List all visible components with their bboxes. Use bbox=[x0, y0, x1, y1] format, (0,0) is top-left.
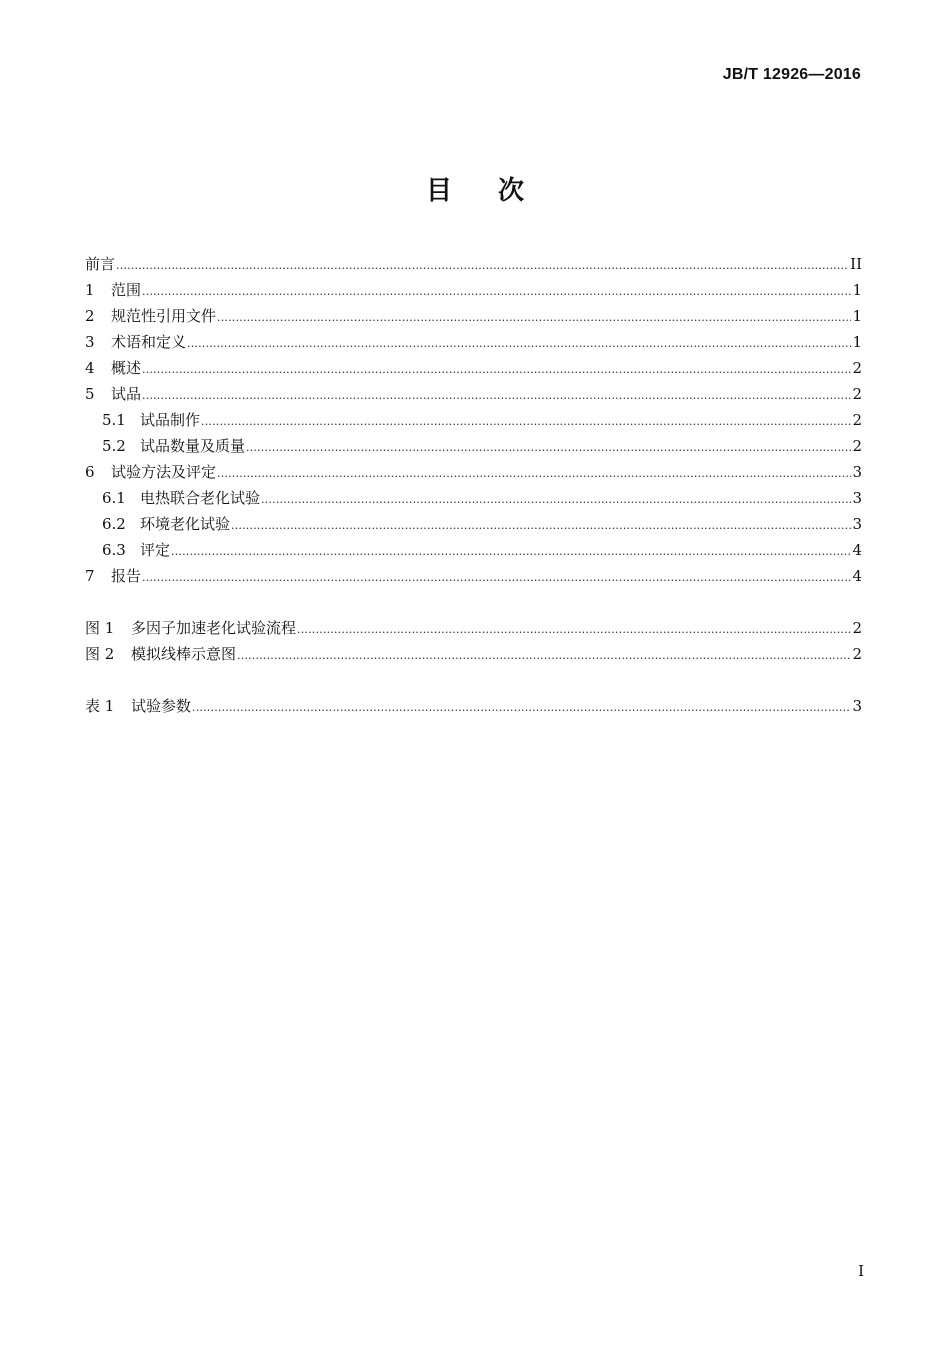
toc-entry-number: 3 bbox=[85, 333, 95, 351]
dot-leader bbox=[217, 308, 851, 328]
toc-entry-title: 评定 bbox=[140, 541, 171, 559]
toc-entry-title: 模拟线棒示意图 bbox=[131, 645, 237, 663]
toc-entry-number: 7 bbox=[85, 567, 95, 585]
page-number: I bbox=[858, 1262, 864, 1280]
toc-entry-page: 3 bbox=[852, 697, 862, 715]
dot-leader bbox=[246, 438, 851, 458]
toc-entry-figure-2[interactable] bbox=[85, 644, 862, 670]
toc-entry-page: 2 bbox=[852, 437, 862, 455]
dot-leader bbox=[201, 412, 851, 432]
toc-entry-figure-1[interactable] bbox=[85, 618, 862, 644]
toc-entry-title: 多因子加速老化试验流程 bbox=[131, 619, 297, 637]
toc-entry-title: 环境老化试验 bbox=[140, 515, 231, 533]
toc-entry-title: 试品数量及质量 bbox=[140, 437, 246, 455]
dot-leader bbox=[297, 620, 851, 640]
toc-heading-char-2: 次 bbox=[498, 176, 525, 206]
toc-heading-char-1: 目 bbox=[425, 176, 452, 206]
toc-entry-number: 6.3 bbox=[102, 541, 126, 559]
toc-entry-title: 概述 bbox=[111, 359, 142, 377]
dot-leader bbox=[142, 386, 851, 406]
toc-entry-section-6-3[interactable] bbox=[85, 540, 862, 566]
toc-entry-title: 试品 bbox=[111, 385, 142, 403]
toc-entry-number: 4 bbox=[85, 359, 95, 377]
toc-entry-foreword[interactable] bbox=[85, 254, 862, 280]
toc-entry-title: 前言 bbox=[85, 255, 116, 273]
toc-entry-page: 2 bbox=[852, 411, 862, 429]
toc-entry-table-1[interactable] bbox=[85, 696, 862, 722]
dot-leader bbox=[142, 568, 851, 588]
toc-entry-page: 4 bbox=[852, 541, 862, 559]
dot-leader bbox=[231, 516, 851, 536]
toc-entry-section-6-1[interactable] bbox=[85, 488, 862, 514]
dot-leader bbox=[192, 698, 851, 718]
toc-entry-number: 6.1 bbox=[102, 489, 126, 507]
toc-entry-page: 1 bbox=[852, 307, 862, 325]
toc-entry-page: II bbox=[850, 255, 862, 273]
toc-entry-title: 试验参数 bbox=[131, 697, 192, 715]
toc-entry-page: 2 bbox=[852, 385, 862, 403]
toc-entry-section-5-1[interactable] bbox=[85, 410, 862, 436]
toc-entry-section-7[interactable] bbox=[85, 566, 862, 592]
dot-leader bbox=[261, 490, 851, 510]
toc-entry-title: 术语和定义 bbox=[111, 333, 187, 351]
toc-entry-number: 5.1 bbox=[102, 411, 126, 429]
toc-entry-section-6[interactable] bbox=[85, 462, 862, 488]
toc-entry-page: 2 bbox=[852, 359, 862, 377]
toc-heading bbox=[0, 170, 950, 207]
toc-entry-number: 6 bbox=[85, 463, 95, 481]
toc-entry-section-4[interactable] bbox=[85, 358, 862, 384]
toc-entry-page: 4 bbox=[852, 567, 862, 585]
dot-leader bbox=[187, 334, 851, 354]
dot-leader bbox=[237, 646, 851, 666]
standard-number: JB/T 12926—2016 bbox=[722, 66, 861, 83]
toc-entry-title: 范围 bbox=[111, 281, 142, 299]
toc-entry-page: 1 bbox=[852, 281, 862, 299]
toc-entry-title: 试品制作 bbox=[140, 411, 201, 429]
toc-entry-section-5[interactable] bbox=[85, 384, 862, 410]
toc-entry-number: 5 bbox=[85, 385, 95, 403]
toc-entry-section-2[interactable] bbox=[85, 306, 862, 332]
toc-entry-number: 1 bbox=[85, 281, 95, 299]
toc-entry-title: 规范性引用文件 bbox=[111, 307, 217, 325]
toc-entry-section-5-2[interactable] bbox=[85, 436, 862, 462]
dot-leader bbox=[171, 542, 851, 562]
dot-leader bbox=[142, 282, 851, 302]
toc-entry-section-3[interactable] bbox=[85, 332, 862, 358]
toc-entry-number: 2 bbox=[85, 307, 95, 325]
toc-entry-section-1[interactable] bbox=[85, 280, 862, 306]
toc-entry-page: 1 bbox=[852, 333, 862, 351]
toc-entry-number: 表 1 bbox=[85, 697, 115, 715]
dot-leader bbox=[142, 360, 851, 380]
toc-entry-page: 3 bbox=[852, 489, 862, 507]
dot-leader bbox=[217, 464, 851, 484]
toc-entry-number: 6.2 bbox=[102, 515, 126, 533]
toc-entry-section-6-2[interactable] bbox=[85, 514, 862, 540]
toc-entry-number: 图 1 bbox=[85, 619, 115, 637]
toc-entry-number: 图 2 bbox=[85, 645, 115, 663]
table-of-contents bbox=[85, 254, 862, 722]
toc-entry-page: 3 bbox=[852, 463, 862, 481]
toc-entry-title: 试验方法及评定 bbox=[111, 463, 217, 481]
toc-entry-page: 2 bbox=[852, 619, 862, 637]
toc-entry-page: 3 bbox=[852, 515, 862, 533]
dot-leader bbox=[116, 256, 849, 276]
toc-entry-title: 报告 bbox=[111, 567, 142, 585]
toc-entry-page: 2 bbox=[852, 645, 862, 663]
toc-entry-title: 电热联合老化试验 bbox=[140, 489, 261, 507]
toc-entry-number: 5.2 bbox=[102, 437, 126, 455]
